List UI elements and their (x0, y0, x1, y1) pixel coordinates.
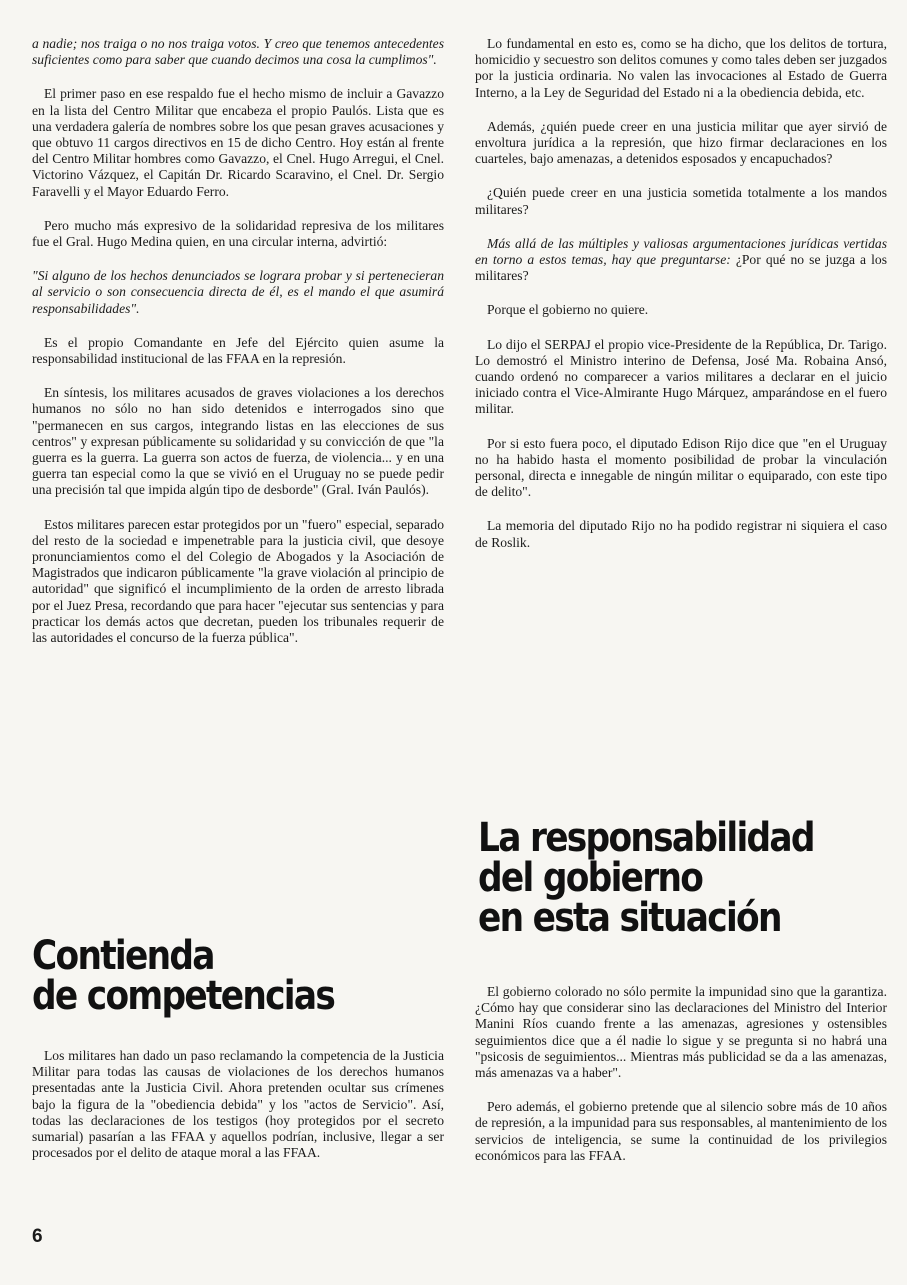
paragraph-comandante: Es el propio Comandante en Jefe del Ejército quien asume la responsabilidad institucional de las FFAA en la represión. (32, 334, 444, 367)
paragraph-fundamental: Lo fundamental en esto es, como se ha dicho, que los delitos de tortura, homicidio y secuestro son delitos comunes y como tales deben ser juzgados por la justicia ordinaria. No valen las invocaciones al Estado de Guerra Interno, a la Ley de Seguridad del Estado ni a la obediencia debida, etc. (475, 36, 887, 100)
paragraph-justicia-militar: Los militares han dado un paso reclamando la competencia de la Justicia Militar para todas las causas de violaciones de los derechos humanos presentadas ante la Justicia Civil. Ahora pretenden ocultar sus crímenes bajo la figura de la "obediencia debida" y los "actos de Servicio". Así, todas las declaraciones de los testigos (hoy protegidos por el secreto sumarial) pasarían a las FFAA y aquellos podrían, inclusive, llegar a ser procesados por el delito de ataque moral a las FFAA. (32, 1048, 444, 1161)
argumentaciones-question: ¿Por qué no se juzga a los militares? (475, 252, 887, 284)
responsabilidad-heading-line3: en esta situación (478, 895, 781, 941)
paragraph-justicia-creer: Además, ¿quién puede creer en una justicia militar que ayer sirvió de envoltura jurídica a la represión, que hizo firmar declaraciones en los cuarteles, bajo amenazas, a detenidos esposados y encapuchados? (475, 118, 887, 167)
paragraph-rijo: Por si esto fuera poco, el diputado Edison Rijo dice que "en el Uruguay no ha habido hasta el momento posibilidad de probar la vinculación personal, directa e innegable de ningún militar o equiparado, con este tipo de delito". (475, 435, 887, 500)
paragraph-gobierno-no-quiere: Porque el gobierno no quiere. (487, 302, 649, 318)
paragraph-serpaj: Lo dijo el SERPAJ el propio vice-Presidente de la República, Dr. Tarigo. Lo demostró el Ministro interino de Defensa, José Ma. Robaina Ansó, cuando ordenó no comparecer a varios militares a declarar en el juicio iniciado contra el Vice-Almirante Hugo Márquez, amparándose en el fuero militar. (475, 336, 887, 417)
contienda-heading (32, 933, 383, 1019)
paragraph-medina: Pero mucho más expresivo de la solidaridad represiva de los militares fue el Gral. Hugo Medina quien, en una circular interna, advirtió: (32, 217, 444, 250)
paragraph-silencio: Pero además, el gobierno pretende que al silencio sobre más de 10 años de represión, a la impunidad para sus responsables, al mantenimiento de los servicios de inteligencia, se sume la continuidad de los privilegios económicos para las FFAA. (475, 1099, 887, 1163)
responsabilidad-heading-line2: del gobierno (478, 855, 703, 901)
responsabilidad-heading-line1: La responsabilidad (478, 815, 814, 861)
contienda-heading-line1: Contienda (32, 933, 214, 979)
paragraph-justicia-sometida: ¿Quién puede creer en una justicia sometida totalmente a los mandos militares? (475, 185, 887, 217)
responsabilidad-section (475, 984, 887, 1182)
contienda-section (32, 1048, 444, 1179)
argumentaciones-italic: Más allá de las múltiples y valiosas argumentaciones jurídicas vertidas en torno a estos temas, hay que preguntarse: (475, 235, 887, 268)
left-column (32, 36, 444, 664)
paragraph-fuero: Estos militares parecen estar protegidos por un "fuero" especial, separado del resto de la sociedad e impenetrable para la justicia civil, que desoye pronunciamientos como el del Colegio de Abogados y la Asociación de Magistrados que indicaron públicamente "la grave violación al principio de autoridad" que significó el incumplimiento de la orden de arresto librada por el Juez Presa, recordando que para hacer "ejecutar sus sentencias y para practicar los demás actos que decretan, pueden los tribunales requerir de las autoridades el concurso de la fuerza pública". (32, 516, 444, 646)
paragraph-roslik: La memoria del diputado Rijo no ha podido registrar ni siquiera el caso de Roslik. (475, 518, 887, 550)
right-column (475, 36, 887, 569)
page-number: 6 (32, 1226, 43, 1247)
paragraph-argumentaciones (475, 236, 887, 285)
paragraph-impunidad: El gobierno colorado no sólo permite la impunidad sino que la garantiza. ¿Cómo hay que considerar sino las declaraciones del Ministro del Interior Manini Ríos cuando frente a las amenazas, agresiones y ostensibles seguimientos dice que a él nadie lo sigue y se pregunta si no habrá una "psicosis de seguimientos... Mientras más publicidad se da a las amenazas, más amenazas va a haber". (475, 984, 887, 1081)
paragraph-sintesis: En síntesis, los militares acusados de graves violaciones a los derechos humanos no sólo no han sido detenidos e interrogados sino que "permanecen en sus cargos, integrando listas en las elecciones de sus centros" y expresan públicamente su solidaridad y su convicción de que "la guerra es la guerra. La guerra son actos de fuerza, de violencia... y en una guerra tan especial como la que se vivió en el Uruguay no se puede pedir una precisión tal que impida algún tipo de desborde" (Gral. Iván Paulós). (32, 385, 444, 498)
contienda-heading-line2: de competencias (32, 973, 335, 1019)
intro-paragraph: a nadie; nos traiga o no nos traiga votos. Y creo que tenemos antecedentes suficientes como para saber que cuando decimos una cosa la cumplimos". (32, 36, 444, 68)
responsabilidad-heading (478, 815, 868, 941)
paragraph-centro-militar: El primer paso en ese respaldo fue el hecho mismo de incluir a Gavazzo en la lista del Centro Militar que encabeza el propio Paulós. Lista que es una verdadera galería de nombres sobre los que pesan graves acusaciones y que obtuvo 11 cargos directivos en 15 de dicho Centro. Hoy están al frente del Centro Militar hombres como Gavazzo, el Cnel. Hugo Arregui, el Cnel. Victorino Vázquez, el Capitán Dr. Ricardo Scaravino, el Cnel. Dr. Sergio Faravelli y el Mayor Eduardo Ferro. (32, 86, 444, 199)
medina-quote: "Si alguno de los hechos denunciados se lograra probar y si pertenecieran al servicio o son consecuencia directa de él, es el mando el que asumirá responsabilidades". (32, 268, 444, 316)
